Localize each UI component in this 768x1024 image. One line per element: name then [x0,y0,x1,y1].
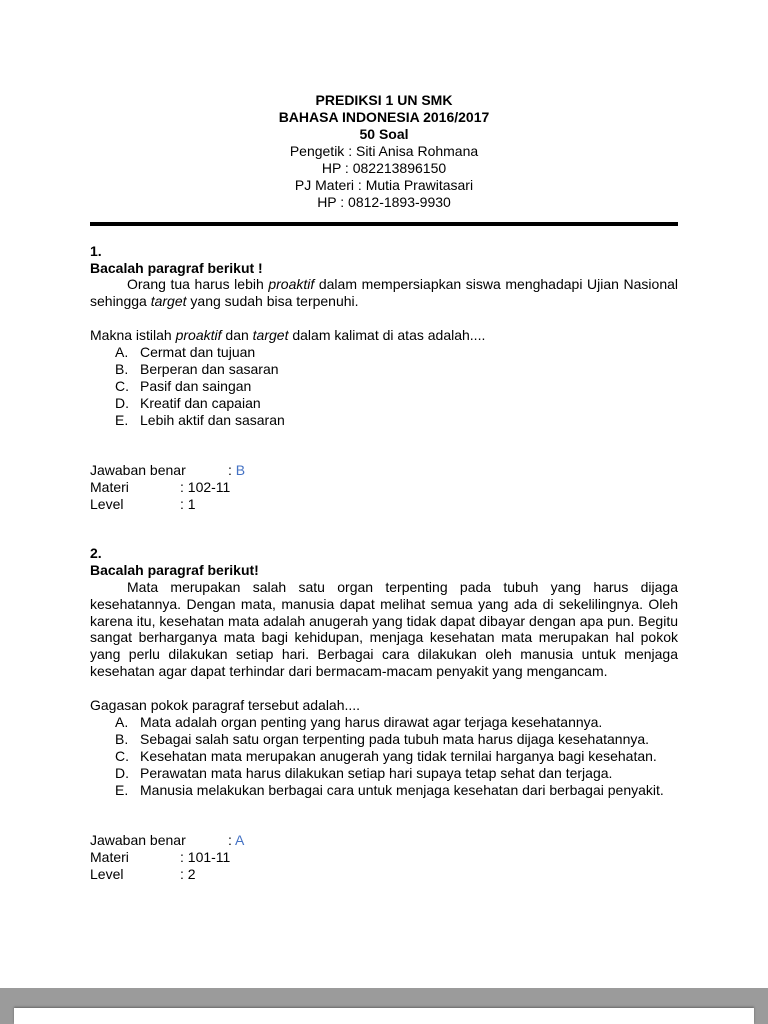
italic-term-proaktif: proaktif [175,327,222,344]
question-1-instruction: Bacalah paragraf berikut ! [90,259,263,276]
doc-typist-phone: HP : 082213896150 [321,159,447,176]
answer-label: Jawaban benar [90,831,186,848]
answer-row [90,462,678,479]
doc-title-line-2: BAHASA INDONESIA 2016/2017 [278,108,490,125]
italic-term-target: target [150,293,187,310]
page-2-top-edge [14,1008,754,1024]
option-letter: E. [115,781,129,798]
option-text: Cermat dan tujuan [140,344,256,361]
question-1-meta [90,462,678,513]
option-letter: D. [115,395,129,412]
level-value: : 2 [180,865,196,882]
level-label: Level [90,865,124,882]
option-text: Perawatan mata harus dilakukan setiap hari supaya tetap sehat dan terjaga. [140,765,613,781]
option-letter: C. [115,748,129,765]
option-d [115,395,678,412]
option-text: Berperan dan sasaran [140,361,279,378]
option-text: Pasif dan saingan [140,378,252,395]
level-label: Level [90,495,124,512]
option-c [115,378,678,395]
doc-title-line-1: PREDIKSI 1 UN SMK [315,92,453,108]
materi-row [90,479,678,496]
italic-term-target: target [252,327,289,344]
option-text: Kreatif dan capaian [140,395,261,412]
passage-text: dalam mempersiapkan siswa menghadapi Ujian Nasional sehingga [90,276,678,310]
doc-title-line-3: 50 Soal [359,125,409,142]
prompt-text: Makna istilah [90,327,176,344]
prompt-text: dan [221,327,253,344]
materi-value: : 102-11 [180,478,231,495]
page-gap [0,988,768,1024]
answer-colon: : [228,831,236,848]
question-2-prompt: Gagasan pokok paragraf tersebut adalah.... [90,697,361,714]
option-d [115,765,678,782]
option-text: Kesehatan mata merupakan anugerah yang tidak ternilai harganya bagi kesehatan. [140,748,657,765]
option-letter: D. [115,765,129,781]
option-b [115,731,678,748]
prompt-text: dalam kalimat di atas adalah.... [288,327,486,344]
option-e [115,412,678,429]
option-text: Sebagai salah satu organ terpenting pada tubuh mata harus dijaga kesehatannya. [140,731,650,748]
option-letter: B. [115,731,129,748]
option-text: Lebih aktif dan sasaran [140,412,285,428]
materi-row [90,849,678,866]
passage-text: Orang tua harus lebih [127,276,269,293]
question-1-prompt [90,327,678,344]
italic-term-proaktif: proaktif [268,276,315,293]
option-letter: B. [115,361,129,378]
doc-pj-line: PJ Materi : Mutia Prawitasari [294,176,474,193]
question-2-number: 2. [90,544,102,561]
option-letter: A. [115,714,129,731]
question-1-passage [90,276,678,310]
option-b [115,361,678,378]
question-1-options [90,344,678,429]
level-row [90,496,678,513]
question-2-options [90,714,678,799]
answer-colon: : [228,461,236,478]
option-text: Mata adalah organ penting yang harus dirawat agar terjaga kesehatannya. [140,714,603,731]
materi-label: Materi [90,478,129,495]
option-a [115,714,678,731]
option-text: Manusia melakukan berbagai cara untuk menjaga kesehatan dari berbagai penyakit. [140,781,664,798]
option-letter: E. [115,412,129,428]
level-row [90,866,678,883]
question-1-number: 1. [90,242,102,259]
answer-value: B [235,461,246,478]
document-header [90,92,678,211]
question-2-meta [90,832,678,883]
answer-label: Jawaban benar [90,461,186,478]
level-value: : 1 [180,495,196,512]
passage-text: yang sudah bisa terpenuhi. [186,293,359,310]
doc-pj-phone: HP : 0812-1893-9930 [317,193,451,210]
question-2-instruction: Bacalah paragraf berikut! [90,561,259,578]
question-2 [90,545,678,883]
option-c [115,748,678,765]
question-2-passage: Mata merupakan salah satu organ terpenting pada tubuh yang harus dijaga kesehatannya. Dengan mata, manusia dapat melihat semua yang ada di sekelilingnya. Oleh karena itu, kesehatan mata adalah anugerah yang tidak dapat dibayar dengan apa pun. Begitu sangat berharganya mata bagi kehidupan, menjaga kesehatan mata merupakan hal pokok yang perlu dilakukan setiap hari. Berbagai cara dilakukan oleh manusia untuk menjaga kesehatan agar dapat terhindar dari bermacam-macam penyakit yang mengancam. [90,578,678,680]
doc-typist-line: Pengetik : Siti Anisa Rohmana [289,142,479,159]
question-1 [90,243,678,513]
materi-label: Materi [90,848,129,865]
materi-value: : 101-11 [180,848,231,865]
answer-row [90,832,678,849]
option-letter: C. [115,378,129,395]
option-a [115,344,678,361]
option-letter: A. [115,344,129,361]
answer-value: A [235,831,245,848]
option-e [115,782,678,799]
header-divider [90,222,678,226]
